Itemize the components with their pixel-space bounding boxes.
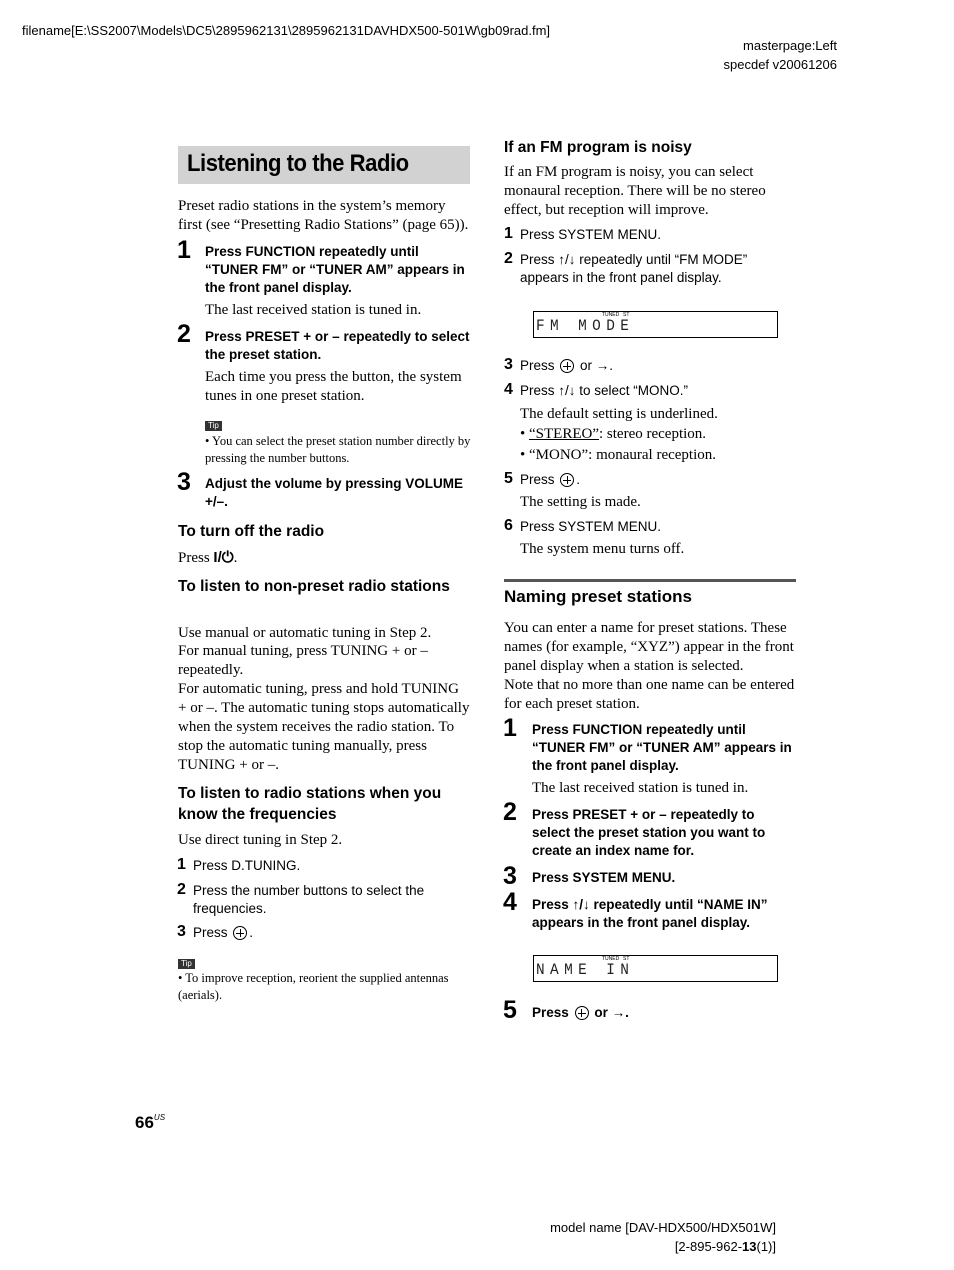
display-text: FM MODE (536, 317, 635, 335)
noisy-step-text-5: Press . (520, 472, 581, 487)
naming-step-text-5: Press or →. (532, 1005, 629, 1020)
tuned-indicator: TUNED (602, 956, 620, 962)
mono-option: • “MONO”: monaural reception. (520, 447, 717, 463)
noisy-step-number-1: 1 (504, 225, 513, 242)
turn-off-text: Press I/⏻. (178, 549, 238, 566)
direct-tuning-intro: Use direct tuning in Step 2. (178, 832, 343, 848)
noisy-step-number-5: 5 (504, 470, 513, 487)
page-title-box (178, 146, 470, 184)
non-preset-p1: Use manual or automatic tuning in Step 2. (178, 625, 432, 641)
naming-step-number-5: 5 (503, 996, 517, 1024)
direct-step-number-1: 1 (177, 856, 186, 873)
direct-step-number-2: 2 (177, 881, 186, 898)
noisy-step-number-4: 4 (504, 381, 513, 398)
model-name: model name [DAV-HDX500/HDX501W] (550, 1220, 776, 1235)
naming-heading: Naming preset stations (504, 587, 692, 606)
direct-tuning-heading: To listen to radio stations when you know the frequencies (178, 785, 442, 823)
specdef-header: specdef v20061206 (723, 57, 837, 72)
noisy-step-number-6: 6 (504, 517, 513, 534)
filename-header: filename[E:\SS2007\Models\DC5\2895962131\2895962131DAVHDX500-501W\gb09rad.fm] (22, 23, 551, 38)
direct-step-text-1: Press D.TUNING. (193, 858, 301, 873)
stereo-option: • “STEREO”: stereo reception. (520, 426, 707, 442)
step-number-1: 1 (177, 236, 191, 264)
display-text: NAME IN (536, 961, 635, 979)
naming-step-text-2: Press PRESET + or – repeatedly to select the preset station you want to create an index name for. (532, 807, 766, 858)
tip2-text: • To improve reception, reorient the supplied antennas (aerials). (178, 971, 449, 1002)
naming-intro-1: You can enter a name for preset stations. These names (for example, “XYZ”) appear in the front panel display when a station is selected. (504, 620, 794, 674)
noisy-step-number-2: 2 (504, 250, 513, 267)
noisy-step-text-3: Press or →. (520, 358, 614, 373)
intro-paragraph: Preset radio stations in the system’s memory first (see “Presetting Radio Stations” (page 65)). (178, 198, 469, 233)
naming-step-note-1: The last received station is tuned in. (532, 780, 749, 796)
enter-button-icon (233, 926, 247, 940)
step-text-2: Press PRESET + or – repeatedly to select the preset station. (205, 329, 470, 362)
naming-step-text-4: Press ↑/↓ repeatedly until “NAME IN” appears in the front panel display. (532, 897, 768, 930)
step-note-2: Each time you press the button, the system tunes in one preset station. (205, 369, 462, 404)
tuned-indicator: TUNED (602, 312, 620, 318)
naming-step-number-2: 2 (503, 798, 517, 826)
non-preset-heading: To listen to non-preset radio stations (178, 578, 450, 595)
step-text-3: Adjust the volume by pressing VOLUME +/–. (205, 476, 464, 509)
enter-button-icon (575, 1006, 589, 1020)
section-divider (504, 579, 796, 582)
page-number: $66^{US}$ (135, 1113, 166, 1132)
naming-step-text-3: Press SYSTEM MENU. (532, 870, 676, 885)
step-text-1: Press FUNCTION repeatedly until “TUNER FM” or “TUNER AM” appears in the front panel display. (205, 244, 465, 295)
stereo-indicator: ST (623, 312, 630, 318)
tip2-badge: Tip (178, 959, 195, 969)
direct-step-number-3: 3 (177, 923, 186, 940)
fm-mode-display (533, 311, 778, 338)
direct-step-text-2: Press the number buttons to select the frequencies. (193, 883, 425, 916)
page-title: Listening to the Radio (187, 150, 409, 177)
naming-step-number-4: 4 (503, 888, 517, 916)
step-number-3: 3 (177, 468, 191, 496)
default-note: The default setting is underlined. (520, 406, 718, 422)
naming-step-text-1: Press FUNCTION repeatedly until “TUNER FM” or “TUNER AM” appears in the front panel display. (532, 722, 792, 773)
tip-text: • You can select the preset station number directly by pressing the number buttons. (205, 434, 471, 465)
tip-badge: Tip (205, 421, 222, 431)
noisy-heading: If an FM program is noisy (504, 139, 692, 156)
setting-made-note: The setting is made. (520, 494, 641, 510)
direct-step-text-3: Press . (193, 925, 254, 940)
naming-intro-2: Note that no more than one name can be entered for each preset station. (504, 677, 795, 712)
menu-off-note: The system menu turns off. (520, 541, 685, 557)
naming-step-number-1: 1 (503, 714, 517, 742)
step-note-1: The last received station is tuned in. (205, 302, 422, 318)
noisy-step-text-2: Press ↑/↓ repeatedly until “FM MODE” appears in the front panel display. (520, 252, 748, 285)
noisy-step-text-1: Press SYSTEM MENU. (520, 227, 662, 242)
enter-button-icon (560, 359, 574, 373)
noisy-step-text-6: Press SYSTEM MENU. (520, 519, 662, 534)
noisy-step-number-3: 3 (504, 356, 513, 373)
step-number-2: 2 (177, 320, 191, 348)
noisy-intro: If an FM program is noisy, you can select monaural reception. There will be no stereo effect, but reception will improve. (504, 164, 766, 218)
naming-step-number-3: 3 (503, 862, 517, 890)
masterpage-header: masterpage:Left (743, 38, 837, 53)
stereo-indicator: ST (623, 956, 630, 962)
noisy-step-text-4: Press ↑/↓ to select “MONO.” (520, 383, 689, 398)
enter-button-icon (560, 473, 574, 487)
non-preset-p3: For automatic tuning, press and hold TUNING + or –. The automatic tuning stops automatically when the system receives the radio station. To stop the automatic tuning manually, press TUNING + or –. (178, 681, 470, 773)
non-preset-p2: For manual tuning, press TUNING + or – repeatedly. (178, 643, 428, 678)
power-icon: I/⏻ (213, 549, 234, 566)
name-in-display (533, 955, 778, 982)
turn-off-heading: To turn off the radio (178, 523, 325, 540)
part-code: [2-895-962-13(1)] (674, 1239, 776, 1254)
